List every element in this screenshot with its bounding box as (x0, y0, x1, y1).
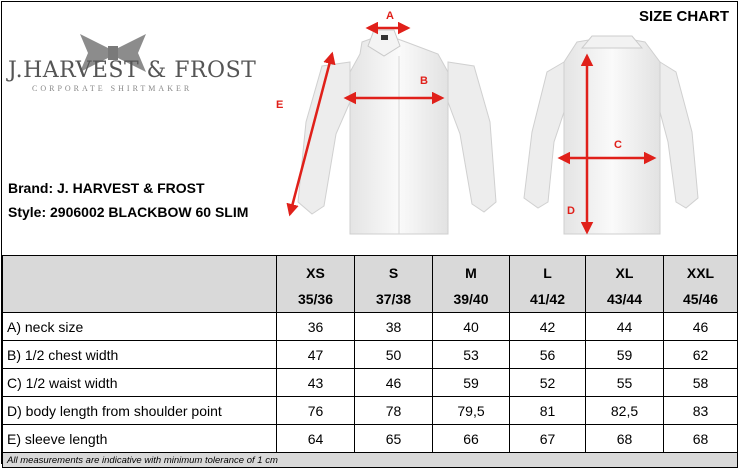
table-cell: 52 (510, 369, 586, 397)
size-header: L (510, 256, 586, 287)
size-code: 45/46 (664, 286, 738, 313)
size-header: XL (586, 256, 664, 287)
table-cell: 56 (510, 341, 586, 369)
label-d: D (567, 205, 575, 217)
shirt-back-illustration (524, 36, 698, 234)
table-cell: 79,5 (433, 397, 510, 425)
table-row (3, 341, 738, 369)
table-cell: 38 (355, 313, 433, 341)
footnote: All measurements are indicative with minimum tolerance of 1 cm (3, 453, 738, 468)
label-b: B (420, 75, 428, 87)
illustration-panel (2, 2, 737, 254)
table-cell: 43 (277, 369, 355, 397)
brand-logo-tagline: CORPORATE SHIRTMAKER (32, 84, 193, 93)
table-cell: 68 (586, 425, 664, 453)
table-cell: 59 (433, 369, 510, 397)
row-label: C) 1/2 waist width (3, 369, 277, 397)
size-code: 35/36 (277, 286, 355, 313)
table-cell: 83 (664, 397, 738, 425)
table-cell: 53 (433, 341, 510, 369)
size-table (2, 255, 738, 468)
page-title: SIZE CHART (639, 8, 729, 25)
table-cell: 36 (277, 313, 355, 341)
table-cell: 62 (664, 341, 738, 369)
table-cell: 76 (277, 397, 355, 425)
table-cell: 64 (277, 425, 355, 453)
table-cell: 40 (433, 313, 510, 341)
shirt-front-illustration (298, 30, 496, 234)
size-header: XS (277, 256, 355, 287)
header-corner (3, 256, 277, 313)
size-header: S (355, 256, 433, 287)
table-cell: 47 (277, 341, 355, 369)
size-header-row (3, 256, 738, 287)
table-cell: 58 (664, 369, 738, 397)
size-code: 37/38 (355, 286, 433, 313)
table-cell: 44 (586, 313, 664, 341)
table-cell: 81 (510, 397, 586, 425)
brand-logo-name: J.HARVEST & FROST (8, 58, 257, 83)
footnote-row (3, 453, 738, 468)
table-cell: 55 (586, 369, 664, 397)
label-a: A (386, 10, 394, 22)
table-cell: 67 (510, 425, 586, 453)
table-cell: 68 (664, 425, 738, 453)
table-cell: 59 (586, 341, 664, 369)
shirt-diagram (2, 2, 737, 254)
style-line: Style: 2906002 BLACKBOW 60 SLIM (8, 204, 249, 220)
table-cell: 46 (355, 369, 433, 397)
table-cell: 65 (355, 425, 433, 453)
brand-line: Brand: J. HARVEST & FROST (8, 180, 205, 196)
size-code: 39/40 (433, 286, 510, 313)
row-label: B) 1/2 chest width (3, 341, 277, 369)
measurement-a (368, 10, 408, 28)
size-header: M (433, 256, 510, 287)
size-code: 41/42 (510, 286, 586, 313)
table-row (3, 425, 738, 453)
size-header: XXL (664, 256, 738, 287)
label-c: C (614, 139, 622, 151)
size-code: 43/44 (586, 286, 664, 313)
table-cell: 78 (355, 397, 433, 425)
table-row (3, 369, 738, 397)
table-cell: 66 (433, 425, 510, 453)
row-label: E) sleeve length (3, 425, 277, 453)
table-cell: 82,5 (586, 397, 664, 425)
table-row (3, 397, 738, 425)
label-e: E (276, 99, 284, 111)
table-row (3, 313, 738, 341)
table-cell: 46 (664, 313, 738, 341)
row-label: D) body length from shoulder point (3, 397, 277, 425)
row-label: A) neck size (3, 313, 277, 341)
table-cell: 50 (355, 341, 433, 369)
table-cell: 42 (510, 313, 586, 341)
